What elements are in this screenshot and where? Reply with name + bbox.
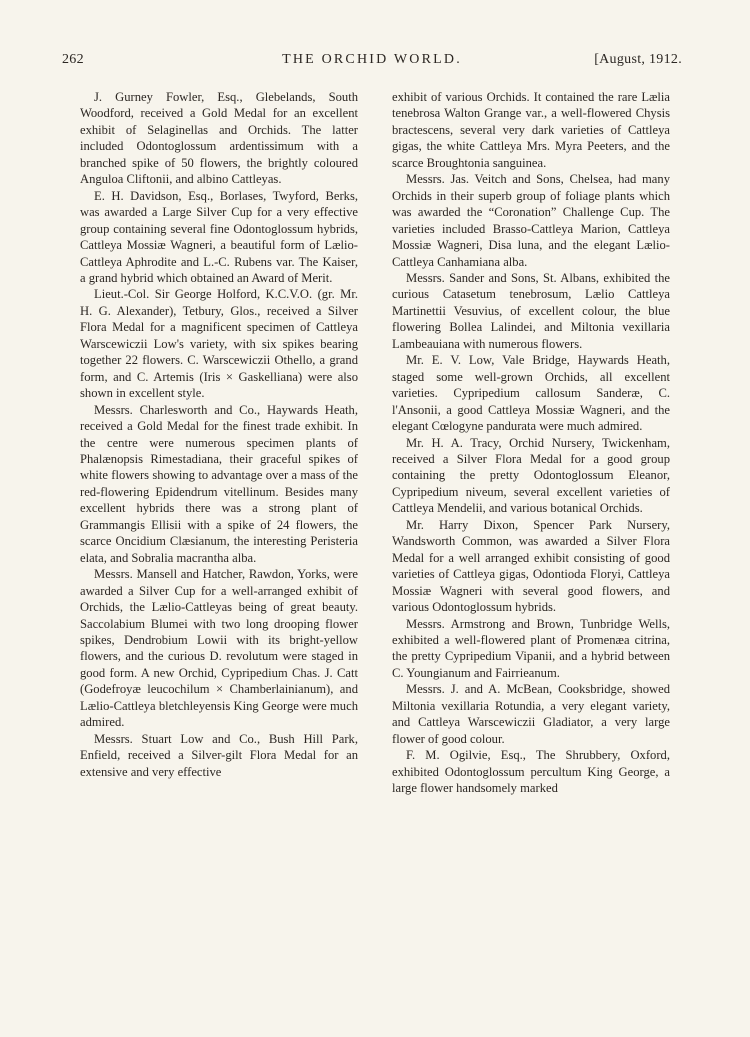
paragraph: Messrs. Mansell and Hatcher, Rawdon, Yorks, were awarded a Silver Cup for a well-arranged exhibit of Orchids, the Lælio-Cattleyas being of great beauty. Saccolabium Blumei with two long drooping flower spikes, Dendrobium Lowii with its bright-yellow flowers, and the curious D. revolutum were staged in good form. A new Orchid, Cypripedium Chas. J. Catt (Godefroyæ leucochilum × Chamberlainianum), and Lælio-Cattleya bletchleyensis King George were much admired. xyxy=(80,567,358,730)
paragraph: Messrs. Armstrong and Brown, Tunbridge Wells, exhibited a well-flowered plant of Promenæa citrina, the pretty Cypripedium Vipanii, and a hybrid between C. Youngianum and Fairrieanum. xyxy=(392,616,670,680)
paragraph: Mr. E. V. Low, Vale Bridge, Haywards Heath, staged some well-grown Orchids, all excellent varieties. Cypripedium callosum Sanderæ, C. l'Ansonii, a good Cattleya Mossiæ Wagneri, and the elegant Cœlogyne pandurata were much admired. xyxy=(392,353,670,434)
paragraph: Mr. H. A. Tracy, Orchid Nursery, Twickenham, received a Silver Flora Medal for a good group containing the pretty Odontoglossum Eleanor, Cypripedium niveum, several excellent varieties of Cattleya Mendelii, and various botanical Orchids. xyxy=(392,435,670,516)
left-column xyxy=(80,89,358,780)
paragraph: Lieut.-Col. Sir George Holford, K.C.V.O. (gr. Mr. H. G. Alexander), Tetbury, Glos., received a Silver Flora Medal for a magnificent specimen of Cattleya Warscewiczii Low's variety, with six spikes bearing together 22 flowers. C. Warscewiczii Othello, a grand form, and C. Artemis (Iris × Gaskelliana) were also shown in excellent style. xyxy=(80,287,358,401)
paragraph: exhibit of various Orchids. It contained the rare Lælia tenebrosa Walton Grange var., a well-flowered Chysis bractescens, several very dark varieties of Cattleya gigas, the white Cattleya Mrs. Myra Peeters, and the scarce Broughtonia sanguinea. xyxy=(392,90,670,170)
journal-title: THE ORCHID WORLD. xyxy=(282,52,462,67)
paragraph: F. M. Ogilvie, Esq., The Shrubbery, Oxford, exhibited Odontoglossum percultum King George, a large flower handsomely marked xyxy=(392,748,670,796)
paragraph: J. Gurney Fowler, Esq., Glebelands, South Woodford, received a Gold Medal for an excellent exhibit of Selaginellas and Orchids. The latter included Odontoglossum ardentissimum with a branched spike of 50 flowers, the brightly coloured Anguloa Cliftonii, and albino Cattleyas. xyxy=(80,90,358,187)
running-header xyxy=(62,50,682,72)
paragraph: E. H. Davidson, Esq., Borlases, Twyford, Berks, was awarded a Large Silver Cup for a very effective group containing several fine Odontoglossum hybrids, Cattleya Mossiæ Wagneri, a beautiful form of Lælio-Cattleya Aphrodite and L.-C. Rubens var. The Kaiser, a grand hybrid which obtained an Award of Merit. xyxy=(80,188,358,285)
issue-date: [August, 1912. xyxy=(594,52,682,67)
paragraph: Messrs. Charlesworth and Co., Haywards Heath, received a Gold Medal for the finest trade exhibit. In the centre were numerous specimen plants of Phalænopsis Rimestadiana, their graceful spikes of white flowers showing to advantage over a mass of the red-flowering Epidendrum vitellinum. Besides many excellent hybrids there was a strong plant of Grammangis Ellisii with a spike of 24 flowers, the scarce Oncidium Clæsianum, the interesting Peristeria elata, and Sobralia macrantha alba. xyxy=(80,402,358,565)
paragraph: Messrs. Sander and Sons, St. Albans, exhibited the curious Catasetum tenebrosum, Lælio Cattleya Martinettii Vesuvius, of excellent colour, the blue flowering Bollea Lalindei, and Miltonia vexillaria Lambeauiana with numerous flowers. xyxy=(392,270,670,351)
paragraph: Mr. Harry Dixon, Spencer Park Nursery, Wandsworth Common, was awarded a Silver Flora Medal for a well arranged exhibit consisting of good varieties of Cattleya gigas, Odontioda Floryi, Cattleya Mossiæ Wagneri with several good flowers, and various Odontoglossum hybrids. xyxy=(392,517,670,615)
page-number: 262 xyxy=(62,52,84,67)
paragraph: Messrs. Jas. Veitch and Sons, Chelsea, had many Orchids in their superb group of foliage plants which was awarded the “Coronation” Challenge Cup. The varieties included Brasso-Cattleya Marion, Cattleya Mossiæ Wagneri, Disa luna, and the elegant Lælio-Cattleya Canhamiana alba. xyxy=(392,172,670,269)
paragraph: Messrs. Stuart Low and Co., Bush Hill Park, Enfield, received a Silver-gilt Flora Medal for an extensive and very effective xyxy=(80,731,358,779)
right-column xyxy=(392,89,670,796)
paragraph: Messrs. J. and A. McBean, Cooksbridge, showed Miltonia vexillaria Rotundia, a very elegant variety, and Cattleya Warscewiczii Gladiator, a very large flower of good colour. xyxy=(392,682,670,746)
